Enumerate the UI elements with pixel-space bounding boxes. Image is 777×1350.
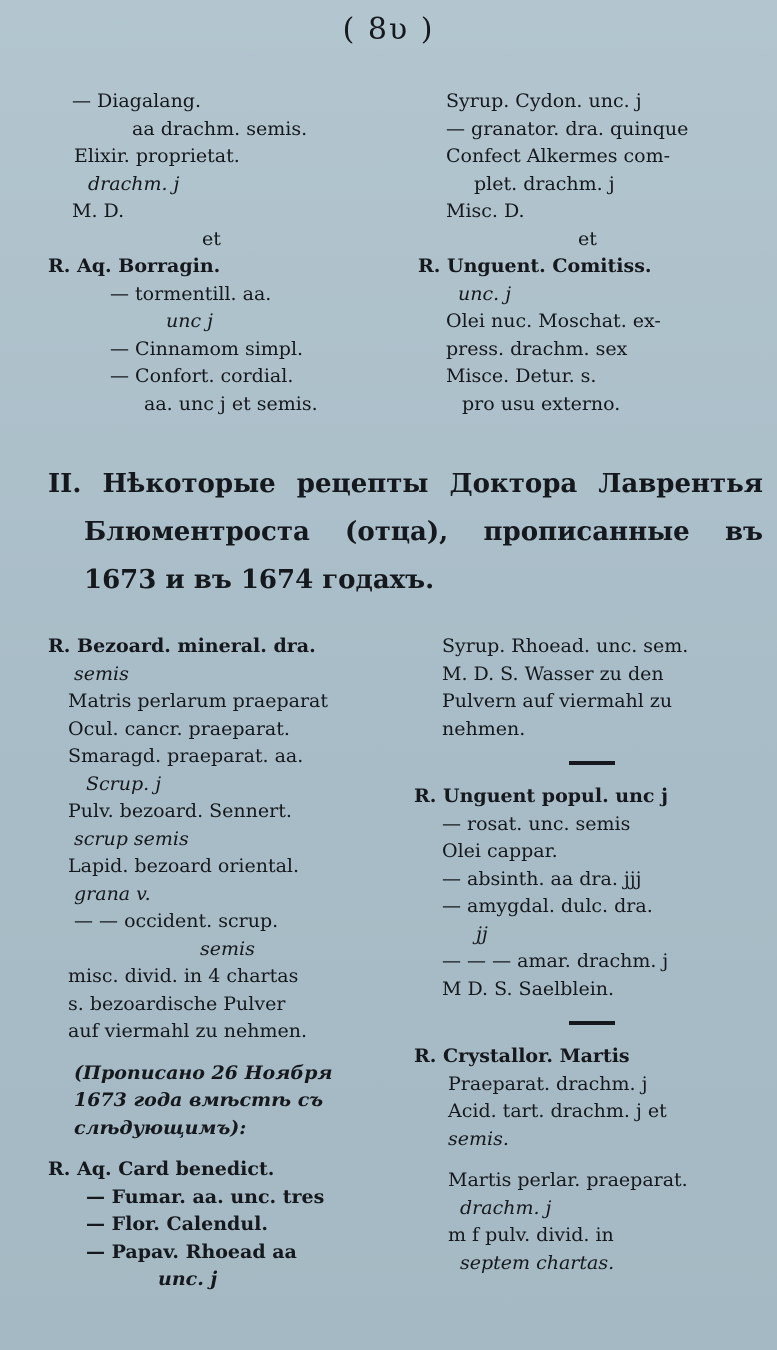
text-line: unc j (166, 310, 214, 332)
text-line: Lapid. bezoard oriental. (68, 855, 300, 877)
text-line: Olei cappar. (442, 840, 558, 862)
bottom-right-column (414, 633, 769, 1277)
text-line: plet. drachm. j (474, 172, 615, 195)
text-line: — — — amar. drachm. j (442, 950, 669, 972)
text-line: Misce. Detur. s. (446, 365, 597, 387)
text-line: — Cinnamom simpl. (110, 337, 304, 360)
text-line: Pulv. bezoard. Sennert. (68, 800, 292, 822)
text-line: m f pulv. divid. in (448, 1224, 614, 1246)
text-line: aa drachm. semis. (132, 117, 308, 140)
text-line: Olei nuc. Moschat. ex- (446, 310, 661, 332)
text-line: — Diagalang. (72, 90, 202, 112)
text-line: semis (200, 937, 255, 960)
text-line: — tormentill. aa. (110, 282, 272, 305)
text-line: — Fumar. aa. unc. tres (86, 1185, 325, 1208)
bottom-left-column (48, 633, 393, 1294)
text-line: Scrup. j (86, 772, 162, 795)
text-line: Syrup. Rhoead. unc. sem. (442, 635, 689, 657)
text-line: drachm. j (460, 1196, 552, 1219)
text-line: R. Bezoard. mineral. dra. (48, 635, 316, 657)
text-line: Matris perlarum praeparat (68, 690, 328, 712)
text-line: Martis perlar. praeparat. (448, 1169, 688, 1191)
text-line: (Прописано 26 Ноября (74, 1061, 333, 1084)
top-right-column (418, 88, 768, 418)
text-line: Praeparat. drachm. j (448, 1072, 648, 1095)
text-line: R. Unguent. Comitiss. (418, 255, 652, 277)
text-line: pro usu externo. (462, 392, 621, 415)
page-number: ( 8υ ) (342, 12, 435, 47)
text-line: Elixir. proprietat. (74, 145, 240, 167)
text-line: — Papav. Rhoead aa (86, 1240, 297, 1263)
title-line: 1673 и въ 1674 годахъ. (84, 565, 435, 595)
text-line: — amygdal. dulc. dra. (442, 895, 653, 917)
text-line: Ocul. cancr. praeparat. (68, 717, 290, 740)
text-line: semis. (448, 1127, 509, 1150)
text-line: R. Aq. Card benedict. (48, 1158, 275, 1180)
text-line: Syrup. Cydon. unc. j (446, 90, 642, 112)
text-line: jj (476, 922, 488, 945)
text-line: semis (74, 662, 129, 685)
text-line: misc. divid. in 4 chartas (68, 965, 299, 987)
text-line: Confect Alkermes com- (446, 145, 671, 167)
text-line: septem chartas. (460, 1251, 615, 1274)
text-line: — Confort. cordial. (110, 365, 294, 387)
text-line: M D. S. Saelblein. (442, 977, 615, 1000)
text-line: слѣдующимъ): (74, 1116, 247, 1139)
text-line: — rosat. unc. semis (442, 812, 631, 835)
text-line: 1673 года вмѣстѣ съ (74, 1089, 324, 1111)
text-line: R. Crystallor. Martis (414, 1045, 630, 1067)
text-line: s. bezoardische Pulver (68, 992, 286, 1015)
text-line: unc. j (458, 282, 512, 305)
text-line: Acid. tart. drachm. j et (448, 1100, 667, 1122)
text-line: M. D. S. Wasser zu den (442, 662, 664, 685)
text-line: aa. unc j et semis. (144, 392, 318, 415)
text-line: Misc. D. (446, 200, 525, 222)
text-line: — — occident. scrup. (74, 910, 279, 932)
title-line: II. Нѣкоторые рецепты Доктора Лаврентья (48, 469, 763, 499)
text-line: scrup semis (74, 827, 189, 850)
text-line: — Flor. Calendul. (86, 1213, 268, 1235)
section-title (48, 460, 763, 604)
text-line: R. Unguent popul. unc j (414, 785, 668, 807)
text-line: unc. j (158, 1268, 218, 1290)
text-line: Pulvern auf viermahl zu (442, 690, 673, 712)
text-line: nehmen. (442, 717, 526, 740)
text-line: auf viermahl zu nehmen. (68, 1020, 308, 1042)
separator-rule (569, 761, 615, 765)
text-line: et (578, 227, 597, 250)
text-line: press. drachm. sex (446, 337, 628, 360)
text-line: M. D. (72, 200, 125, 222)
text-line: grana v. (74, 882, 151, 905)
title-line: Блюментроста (отца), прописанные въ (84, 517, 763, 547)
separator-rule (569, 1021, 615, 1025)
text-line: — granator. dra. quinque (446, 117, 689, 140)
top-left-column (48, 88, 388, 418)
text-line: Smaragd. praeparat. aa. (68, 745, 304, 767)
text-line: et (202, 227, 221, 250)
text-line: — absinth. aa dra. jjj (442, 867, 642, 890)
text-line: drachm. j (88, 172, 180, 195)
text-line: R. Aq. Borragin. (48, 255, 221, 277)
